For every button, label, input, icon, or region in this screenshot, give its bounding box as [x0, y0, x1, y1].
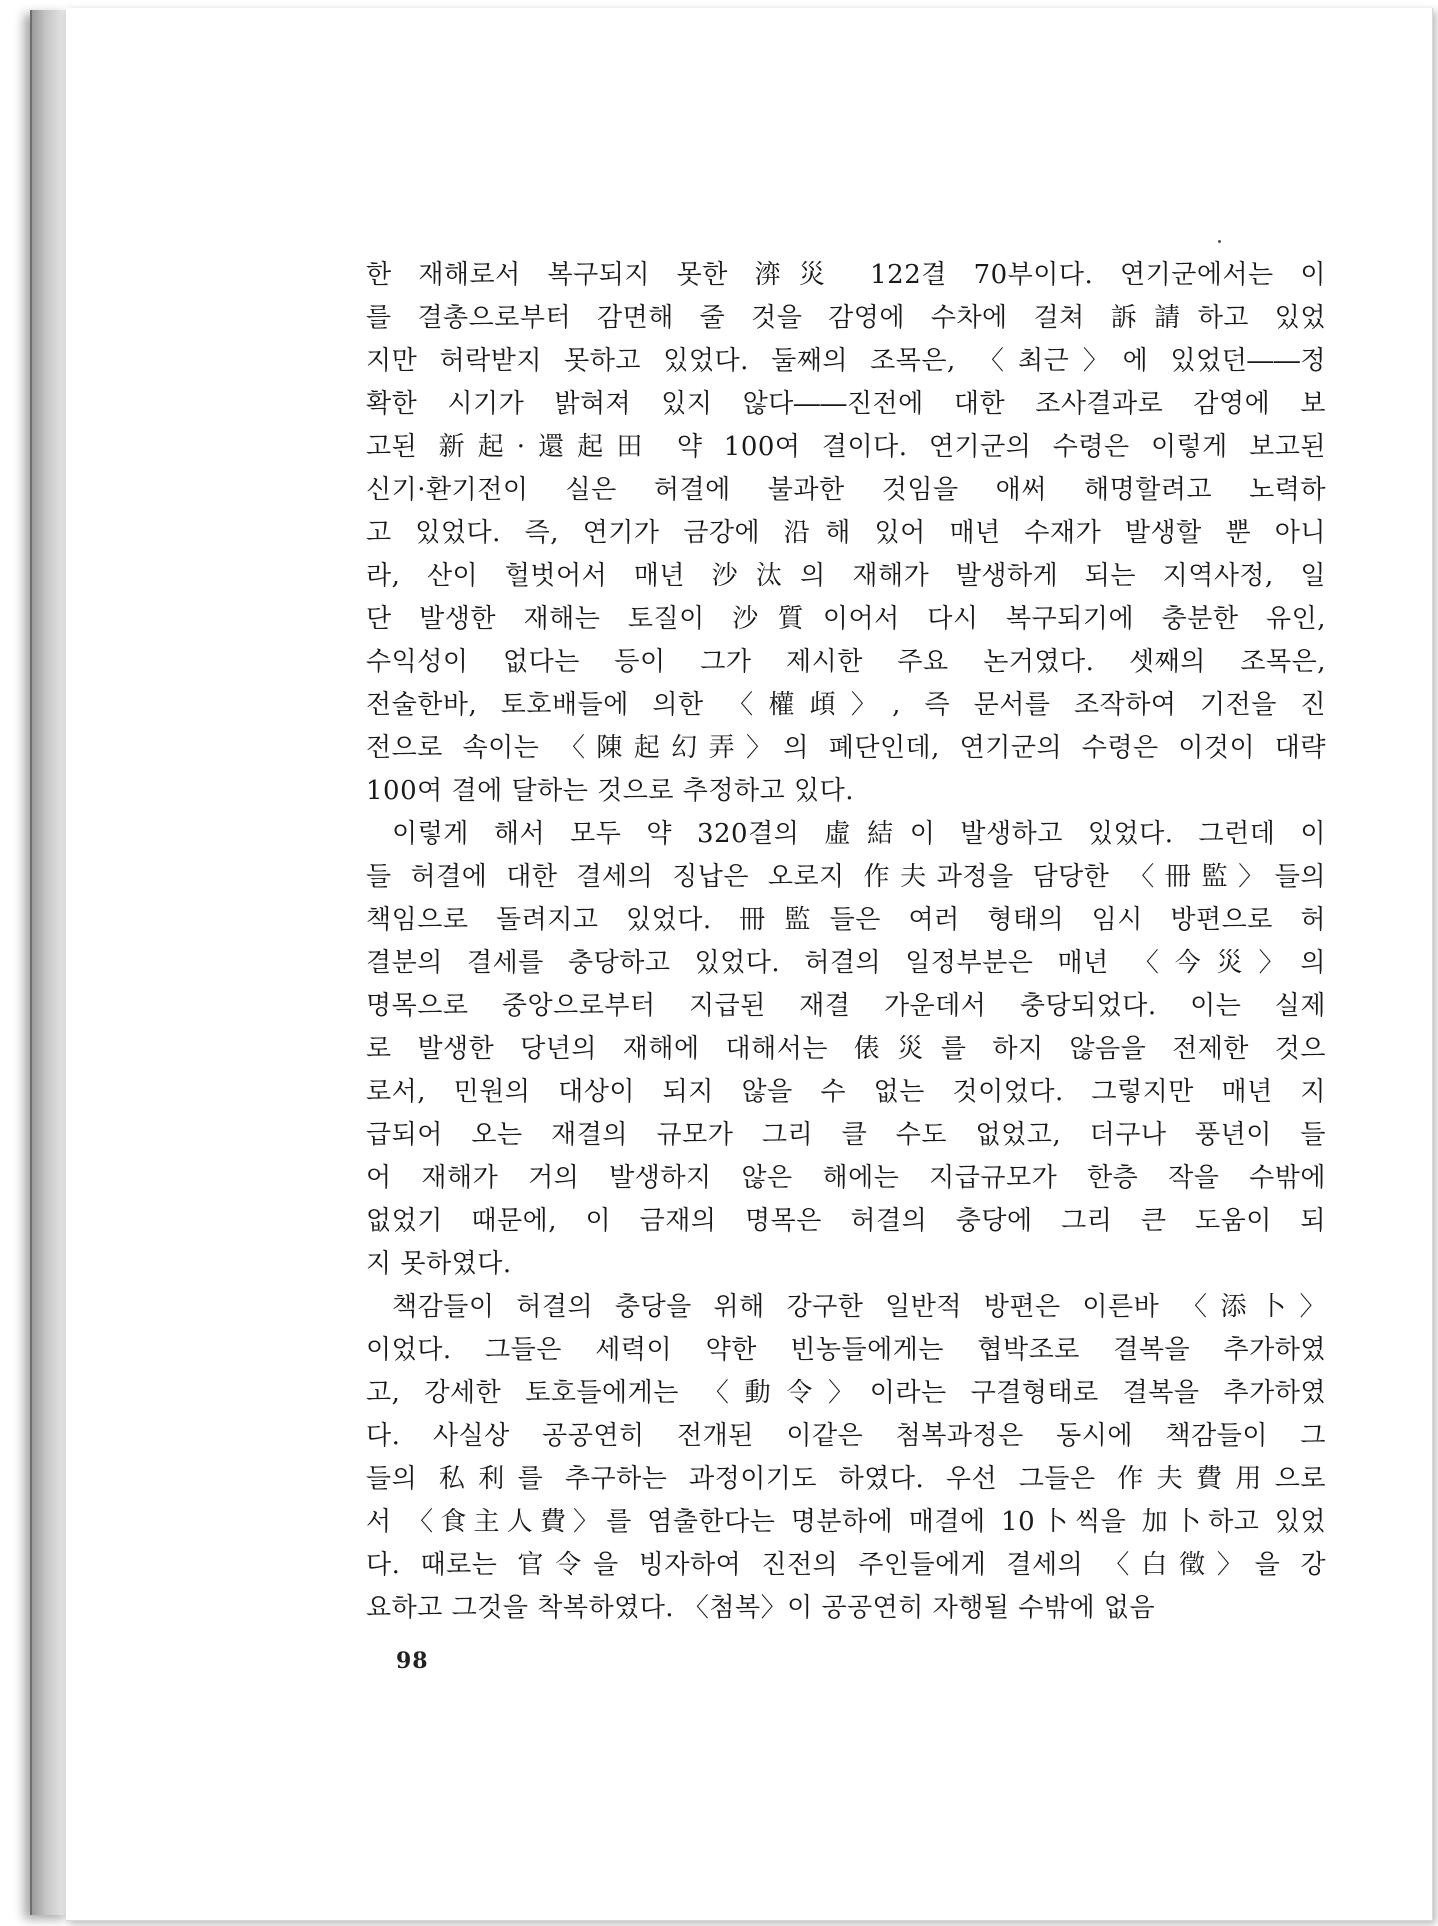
text-line: 고된 新起·還起田 약 100여 결이다. 연기군의 수령은 이렇게 보고된: [366, 432, 1326, 462]
text-line: 지만 허락받지 못하고 있었다. 둘째의 조목은, 〈최근〉에 있었던――정: [366, 346, 1326, 376]
text-line: 요하고 그것을 착복하였다. 〈첨복〉이 공공연히 자행될 수밖에 없음: [366, 1593, 1156, 1623]
text-line: 확한 시기가 밝혀져 있지 않다――진전에 대한 조사결과로 감영에 보: [366, 389, 1326, 419]
text-line: 전술한바, 토호배들에 의한 〈權頉〉, 즉 문서를 조작하여 기전을 진: [366, 690, 1326, 720]
print-speck: [1218, 240, 1221, 243]
text-line: 고 있었다. 즉, 연기가 금강에 沿해 있어 매년 수재가 발생할 뿐 아니: [366, 518, 1326, 548]
text-line: 라, 산이 헐벗어서 매년 沙汰의 재해가 발생하게 되는 지역사정, 일: [366, 561, 1326, 591]
text-line: 수익성이 없다는 등이 그가 제시한 주요 논거였다. 셋째의 조목은,: [366, 647, 1326, 677]
text-line: 명목으로 중앙으로부터 지급된 재결 가운데서 충당되었다. 이는 실제: [366, 991, 1326, 1021]
text-line: 서 〈食主人費〉를 염출한다는 명분하에 매결에 10卜씩을 加卜하고 있었: [366, 1507, 1326, 1537]
page-number: 98: [396, 1648, 429, 1674]
text-line: 로서, 민원의 대상이 되지 않을 수 없는 것이었다. 그렇지만 매년 지: [366, 1077, 1326, 1107]
text-line: 로 발생한 당년의 재해에 대해서는 俵災를 하지 않음을 전제한 것으: [366, 1034, 1326, 1064]
text-line: 이렇게 해서 모두 약 320결의 虛結이 발생하고 있었다. 그런데 이: [392, 819, 1326, 849]
text-line: 고, 강세한 토호들에게는 〈動令〉이라는 구결형태로 결복을 추가하였: [366, 1378, 1326, 1408]
text-line: 책임으로 돌려지고 있었다. 冊監들은 여러 형태의 임시 방편으로 허: [366, 905, 1326, 935]
book-page: [66, 8, 1433, 1921]
text-line: 단 발생한 재해는 토질이 沙質이어서 다시 복구되기에 충분한 유인,: [366, 604, 1326, 634]
text-line: 들의 私利를 추구하는 과정이기도 하였다. 우선 그들은 作夫費用으로: [366, 1464, 1326, 1494]
body-text: [366, 254, 1326, 1630]
text-line: 급되어 오는 재결의 규모가 그리 클 수도 없었고, 더구나 풍년이 들: [366, 1120, 1326, 1150]
text-line: 책감들이 허결의 충당을 위해 강구한 일반적 방편은 이른바 〈添卜〉: [392, 1292, 1326, 1322]
text-line: 를 결총으로부터 감면해 줄 것을 감영에 수차에 걸쳐 訴請하고 있었: [366, 303, 1326, 333]
text-line: 들 허결에 대한 결세의 징납은 오로지 作夫과정을 담당한 〈冊監〉들의: [366, 862, 1326, 892]
book-spine-edge: [30, 10, 70, 1915]
text-line: 결분의 결세를 충당하고 있었다. 허결의 일정부분은 매년 〈今災〉의: [366, 948, 1326, 978]
text-line: 지 못하였다.: [366, 1249, 512, 1279]
text-line: 전으로 속이는 〈陳起幻弄〉의 폐단인데, 연기군의 수령은 이것이 대략: [366, 733, 1326, 763]
text-line: 없었기 때문에, 이 금재의 명목은 허결의 충당에 그리 큰 도움이 되: [366, 1206, 1326, 1236]
text-line: 어 재해가 거의 발생하지 않은 해에는 지급규모가 한층 작을 수밖에: [366, 1163, 1326, 1193]
text-line: 다. 사실상 공공연히 전개된 이같은 첨복과정은 동시에 책감들이 그: [366, 1421, 1326, 1451]
text-line: 100여 결에 달하는 것으로 추정하고 있다.: [366, 776, 854, 806]
text-line: 이었다. 그들은 세력이 약한 빈농들에게는 협박조로 결복을 추가하였: [366, 1335, 1326, 1365]
text-line: 다. 때로는 官令을 빙자하여 진전의 주인들에게 결세의 〈白徵〉을 강: [366, 1550, 1326, 1580]
text-line: 한 재해로서 복구되지 못한 㴒災 122결 70부이다. 연기군에서는 이: [366, 260, 1326, 290]
text-line: 신기·환기전이 실은 허결에 불과한 것임을 애써 해명할려고 노력하: [366, 475, 1326, 505]
